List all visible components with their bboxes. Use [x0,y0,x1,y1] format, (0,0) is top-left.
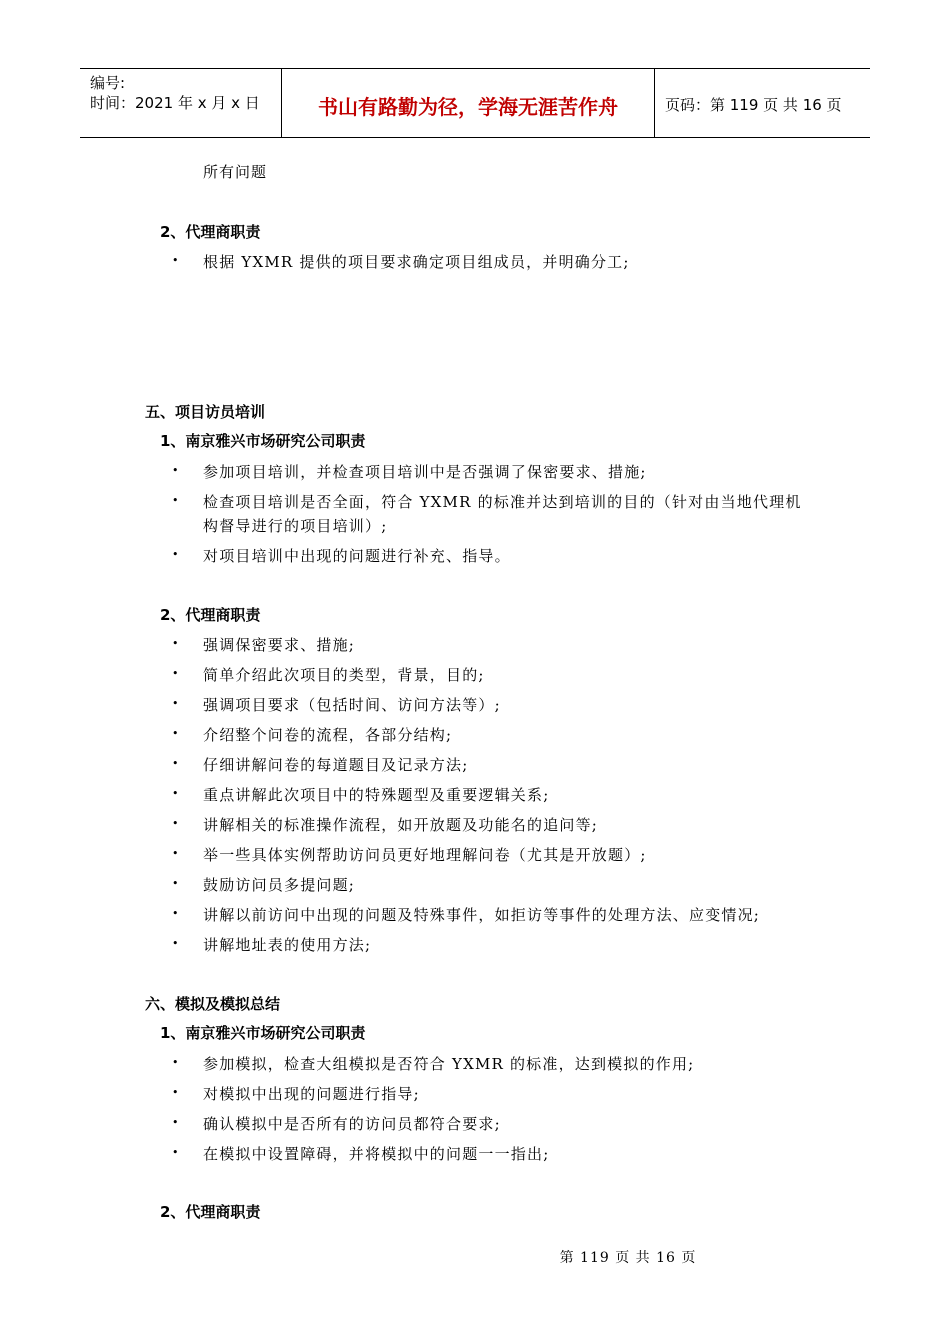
section-title: 五、项目访员培训 [145,403,266,421]
list-item: 参加模拟，检查大组模拟是否符合 YXMR 的标准，达到模拟的作用; [203,1055,695,1073]
section-heading: 2、代理商职责 [160,606,261,624]
bullet-icon: • [172,637,179,650]
bullet-icon: • [172,667,179,680]
header-pagecode-cell [655,69,870,137]
list-item: 讲解以前访问中出现的问题及特殊事件，如拒访等事件的处理方法、应变情况; [203,906,761,924]
list-item: 强调保密要求、措施; [203,636,356,654]
bullet-icon: • [172,1146,179,1159]
section-heading: 2、代理商职责 [160,1203,261,1221]
bullet-icon: • [172,464,179,477]
list-item: 对模拟中出现的问题进行指导; [203,1085,420,1103]
header-motto: 书山有路勤为径，学海无涯苦作舟 [318,95,618,119]
bullet-icon: • [172,727,179,740]
list-item: 强调项目要求（包括时间、访问方法等）; [203,696,501,714]
list-item: 检查项目培训是否全面，符合 YXMR 的标准并达到培训的目的（针对由当地代理机 [203,493,802,511]
bullet-icon: • [172,787,179,800]
list-item: 举一些具体实例帮助访问员更好地理解问卷（尤其是开放题）; [203,846,647,864]
list-item: 讲解相关的标准操作流程，如开放题及功能名的追问等; [203,816,599,834]
list-item: 重点讲解此次项目中的特殊题型及重要逻辑关系; [203,786,550,804]
bullet-icon: • [172,1116,179,1129]
section-title: 六、模拟及模拟总结 [145,995,281,1013]
list-item: 在模拟中设置障碍，并将模拟中的问题一一指出; [203,1145,550,1163]
list-item-continuation: 构督导进行的项目培训）; [203,517,388,535]
bullet-icon: • [172,548,179,561]
document-number-label: 编号: [90,74,126,92]
continuation-text: 所有问题 [203,163,268,181]
header-info-cell [80,69,282,137]
page-footer [0,1247,950,1267]
list-item: 确认模拟中是否所有的访问员都符合要求; [203,1115,501,1133]
list-item: 根据 YXMR 提供的项目要求确定项目组成员，并明确分工; [203,253,630,271]
bullet-icon: • [172,937,179,950]
header-motto-cell [282,69,655,137]
bullet-icon: • [172,494,179,507]
bullet-icon: • [172,1086,179,1099]
page-header [80,68,870,138]
header-page-code: 页码：第 119 页 共 16 页 [665,96,842,114]
footer-page-number: 第 119 页 共 16 页 [559,1250,697,1266]
list-item: 简单介绍此次项目的类型，背景，目的; [203,666,485,684]
section-heading: 1、南京雅兴市场研究公司职责 [160,1024,366,1042]
section-heading: 1、南京雅兴市场研究公司职责 [160,432,366,450]
bullet-icon: • [172,1056,179,1069]
bullet-icon: • [172,877,179,890]
list-item: 讲解地址表的使用方法; [203,936,372,954]
section-heading: 2、代理商职责 [160,223,261,241]
document-date: 时间：2021 年 x 月 x 日 [90,94,260,112]
bullet-icon: • [172,847,179,860]
bullet-icon: • [172,697,179,710]
list-item: 介绍整个问卷的流程，各部分结构; [203,726,453,744]
list-item: 仔细讲解问卷的每道题目及记录方法; [203,756,469,774]
bullet-icon: • [172,254,179,267]
bullet-icon: • [172,757,179,770]
bullet-icon: • [172,907,179,920]
bullet-icon: • [172,817,179,830]
list-item: 参加项目培训，并检查项目培训中是否强调了保密要求、措施; [203,463,647,481]
list-item: 鼓励访问员多提问题; [203,876,356,894]
list-item: 对项目培训中出现的问题进行补充、指导。 [203,547,511,565]
